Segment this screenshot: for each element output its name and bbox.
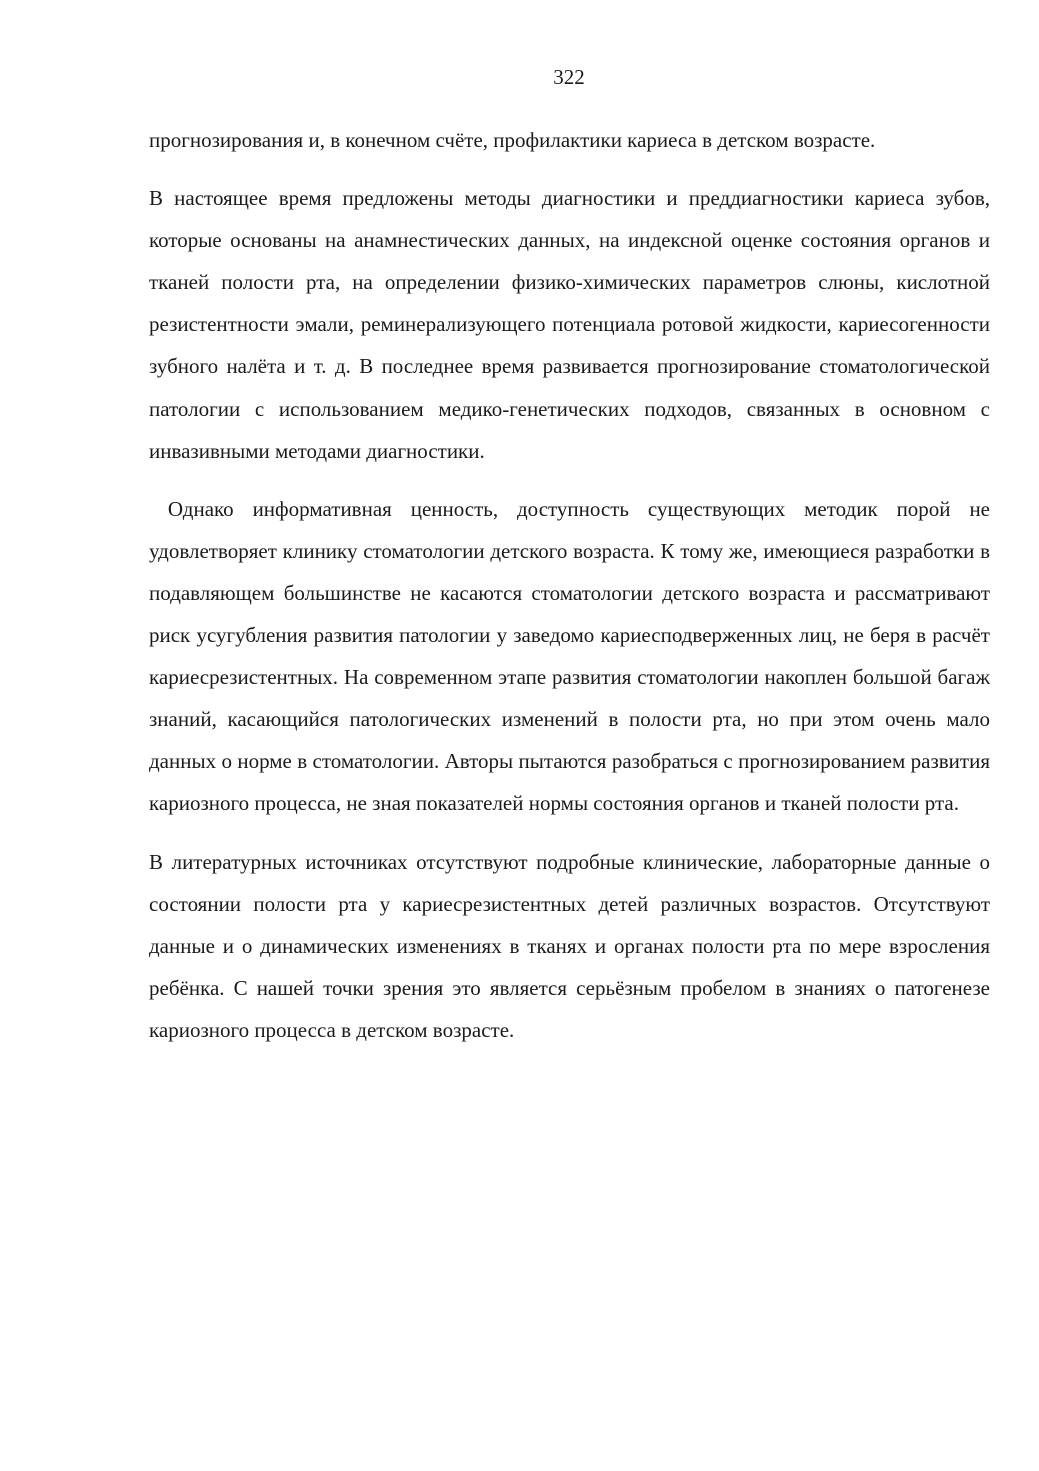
paragraph-literature-gap: В литературных источниках отсутствуют подробные клинические, лабораторные данные о состоянии полости рта у кариесрезистентных детей различных возрастов. Отсутствуют данные и о динамических изменениях в тканях и органах полости рта по мере взросления ребёнка. С нашей точки зрения это является серьёзным пробелом в знаниях о патогенезе кариозного процесса в детском возрасте. [149,849,990,1042]
paragraph-informative-value: Однако информативная ценность, доступность существующих методик порой не удовлетворяет клинику стоматологии детского возраста. К тому же, имеющиеся разработки в подавляющем большинстве не касаются стоматологии детского возраста и рассматривают риск усугубления развития патологии у заведомо кариесподверженных лиц, не беря в расчёт кариесрезистентных. На современном этапе развития стоматологии накоплен большой багаж знаний, касающийся патологических изменений в полости рта, но при этом очень мало данных о норме в стоматологии. Авторы пытаются разобраться с прогнозированием развития кариозного процесса, не зная показателей нормы состояния органов и тканей полости рта. [149,496,996,816]
paragraph-continuation: прогнозирования и, в конечном счёте, профилактики кариеса в детском возрасте. [149,128,876,152]
paragraph-diagnostics-methods: В настоящее время предложены методы диагностики и преддиагностики кариеса зубов, которые основаны на анамнестических данных, на индексной оценке состояния органов и тканей полости рта, на определении физико-химических параметров слюны, кислотной резистентности эмали, реминерализующего потенциала ротовой жидкости, кариесогенности зубного налёта и т. д. В последнее время развивается прогнозирование стоматологической патологии с использованием медико-генетических подходов, связанных в основном с инвазивными методами диагностики. [149,186,990,463]
paragraph-gap [149,825,990,841]
paragraph-gap [149,161,990,177]
body-text [149,119,996,1051]
page-number: 322 [553,65,585,89]
paragraph-gap [149,472,990,488]
